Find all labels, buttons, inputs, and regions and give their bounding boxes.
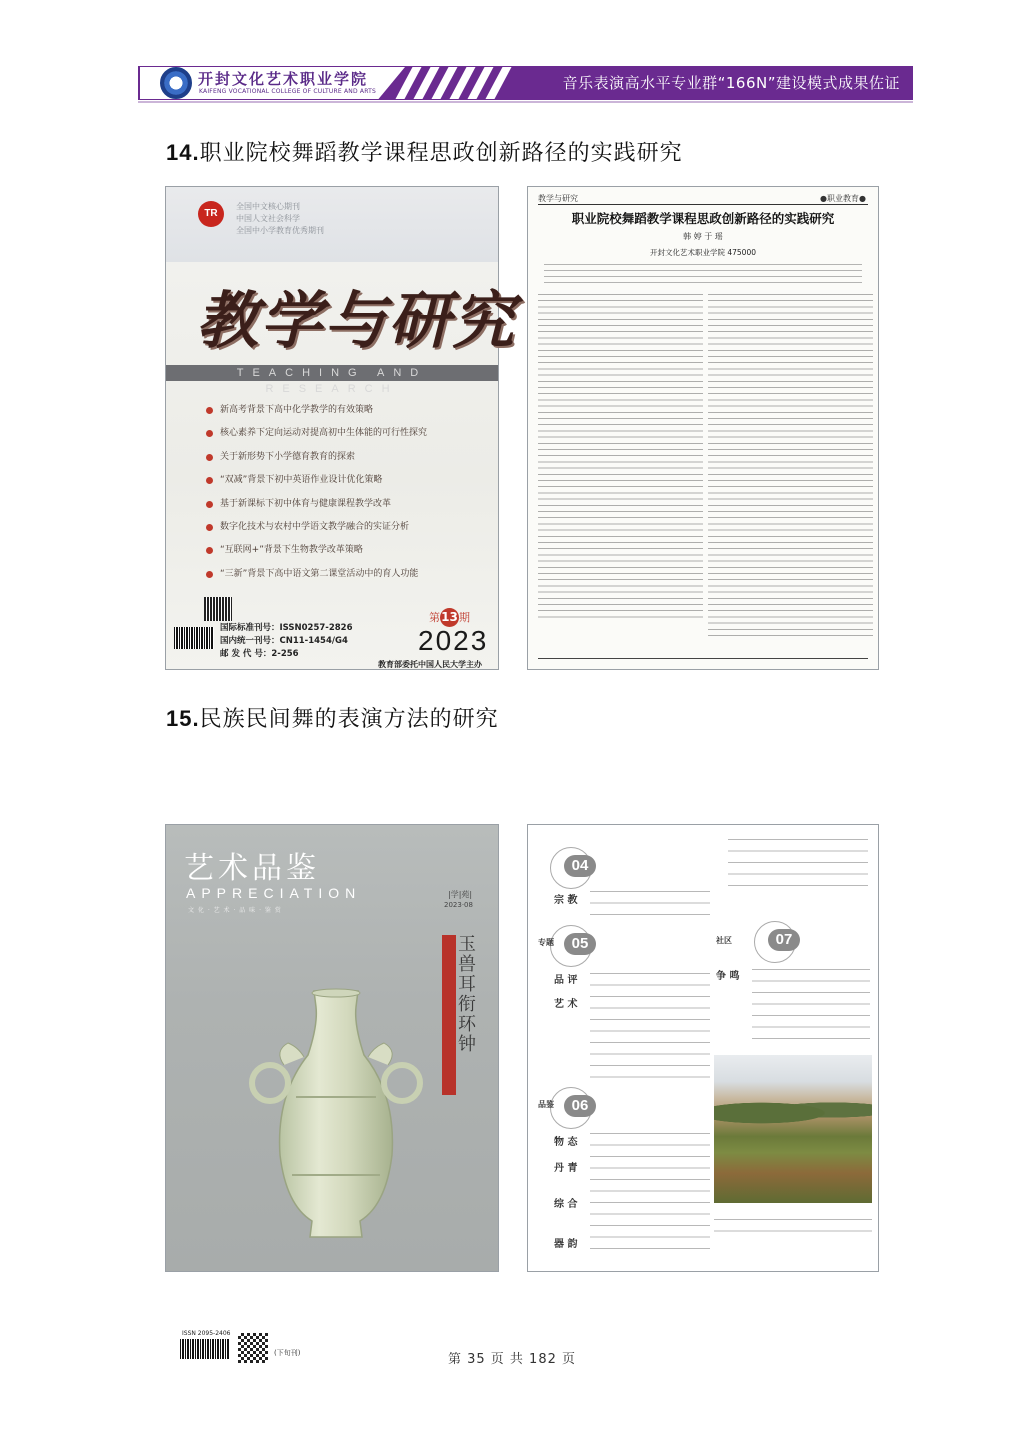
contents-tag: 综 合 <box>554 1199 578 1210</box>
school-name-en: KAIFENG VOCATIONAL COLLEGE OF CULTURE AND ARTS <box>199 88 377 95</box>
article-rule <box>538 204 868 205</box>
cover-toc-item: 数字化技术与农村中学语文教学融合的实证分析 <box>206 516 427 539</box>
contents-lines <box>590 1129 710 1259</box>
article-title: 职业院校舞蹈教学课程思政创新路径的实践研究 <box>571 211 835 226</box>
contents-tag: 物 态 <box>554 1137 578 1148</box>
contents-tag: 争 鸣 <box>716 971 740 982</box>
school-name-cn: 开封文化艺术职业学院 <box>198 70 369 88</box>
section-heading-14 <box>166 136 683 167</box>
school-logo-icon <box>160 67 192 99</box>
journal-logo-icon: TR <box>198 201 224 227</box>
cover-toc <box>206 399 427 586</box>
contents-tag: 品 评 <box>554 975 578 986</box>
cover-small-line: 全国中小学教育优秀期刊 <box>236 226 324 235</box>
section-number: 14. <box>166 140 200 165</box>
article-author: 韩 婷 于 瑶 <box>683 232 723 241</box>
page-footer: 第 35 页 共 182 页 <box>447 1352 577 1367</box>
journal-title: 教学与研究 <box>196 284 517 357</box>
landscape-painting-image <box>714 1055 872 1203</box>
contents-page <box>527 824 879 1272</box>
section-number: 15. <box>166 706 200 731</box>
article-footer-rule <box>538 658 868 659</box>
contents-lines <box>590 969 710 1079</box>
caption-lines <box>714 1215 872 1237</box>
cover-toc-item: 基于新课标下初中体育与健康课程教学改革 <box>206 493 427 516</box>
cover-year: 2023 <box>418 625 489 656</box>
issn-line: ISSN 2095-2406 <box>180 1329 234 1338</box>
cn-line: 国内统一刊号：CN11-1454/G4 <box>220 636 348 646</box>
cover-toc-item: 关于新形势下小学德育教育的探索 <box>206 446 427 469</box>
section-number-badge: 07 <box>768 929 800 951</box>
section-title: 民族民间舞的表演方法的研究 <box>199 707 499 732</box>
jade-vase-image <box>236 985 436 1245</box>
journal-title-en: APPRECIATION <box>186 885 362 901</box>
contents-lines <box>590 887 710 921</box>
issue-label: |学|苑| <box>448 890 473 899</box>
article-abstract <box>544 261 862 285</box>
section-number-badge: 04 <box>564 855 596 877</box>
postal-code-line: 邮 发 代 号：2-256 <box>220 649 299 659</box>
journal-cover-appreciation <box>165 824 499 1357</box>
contents-lines <box>728 835 868 895</box>
publisher-line: 教育部委托中国人民大学主办 <box>378 660 482 669</box>
journal-tagline: 文 化 · 艺 术 · 品 味 · 鉴 赏 <box>188 907 282 914</box>
page-header <box>0 0 1024 120</box>
cover-toc-item: 新高考背景下高中化学教学的有效策略 <box>206 399 427 422</box>
contents-lines <box>752 965 870 1045</box>
cover-toc-item: “互联网+”背景下生物教学改革策略 <box>206 539 427 562</box>
qr-code-icon <box>204 597 232 621</box>
contents-tag: 社区 <box>716 936 732 945</box>
article-column-left <box>538 291 703 621</box>
contents-tag: 器 韵 <box>554 1239 578 1250</box>
cover-feature-title: 玉兽耳衔环钟 <box>458 934 476 1055</box>
section-title: 职业院校舞蹈教学课程思政创新路径的实践研究 <box>199 141 683 166</box>
cover-toc-item: “双减”背景下初中英语作业设计优化策略 <box>206 469 427 492</box>
issn-line: 国际标准刊号：ISSN0257-2826 <box>220 623 353 633</box>
article-column-right <box>708 291 873 641</box>
header-rule <box>138 101 913 103</box>
contents-tag: 品鉴 <box>538 1100 554 1109</box>
cover-small-line: 中国人文社会科学 <box>236 214 300 223</box>
contents-tag: 宗 教 <box>554 895 578 906</box>
cover-toc-item: “三新”背景下高中语文第二课堂活动中的育人功能 <box>206 563 427 586</box>
journal-title-en: TEACHING AND RESEARCH <box>236 367 428 395</box>
issue-number: 13 <box>440 608 459 627</box>
issue-prefix: 第 <box>429 611 440 624</box>
issue-date: 2023·08 <box>444 901 473 909</box>
section-number-badge: 05 <box>564 933 596 955</box>
article-header-left: 教学与研究 <box>538 194 578 203</box>
section-heading-15 <box>166 702 499 733</box>
article-affiliation: 开封文化艺术职业学院 475000 <box>649 248 756 257</box>
journal-cover-teaching-research <box>165 186 517 670</box>
edition-label: (下旬刊) <box>274 1349 301 1357</box>
barcode-icon <box>174 627 214 649</box>
contents-tag: 丹 青 <box>554 1163 578 1174</box>
document-title: 音乐表演高水平专业群“166N”建设模式成果佐证 <box>562 74 900 92</box>
cover-toc-item: 核心素养下定向运动对提高初中生体能的可行性探究 <box>206 422 427 445</box>
cover-small-line: 全国中文核心期刊 <box>236 202 300 211</box>
contents-tag: 艺 术 <box>554 999 578 1010</box>
article-header-right: ●职业教育● <box>820 194 866 203</box>
journal-title: 艺术品鉴 <box>184 851 320 886</box>
cover-red-strip <box>442 935 456 1095</box>
issue-suffix: 期 <box>459 611 470 624</box>
contents-tag: 专题 <box>538 938 554 947</box>
header-stripes <box>396 67 546 99</box>
article-page <box>527 186 879 670</box>
painting-caption <box>714 1215 872 1237</box>
section-number-badge: 06 <box>564 1095 596 1117</box>
